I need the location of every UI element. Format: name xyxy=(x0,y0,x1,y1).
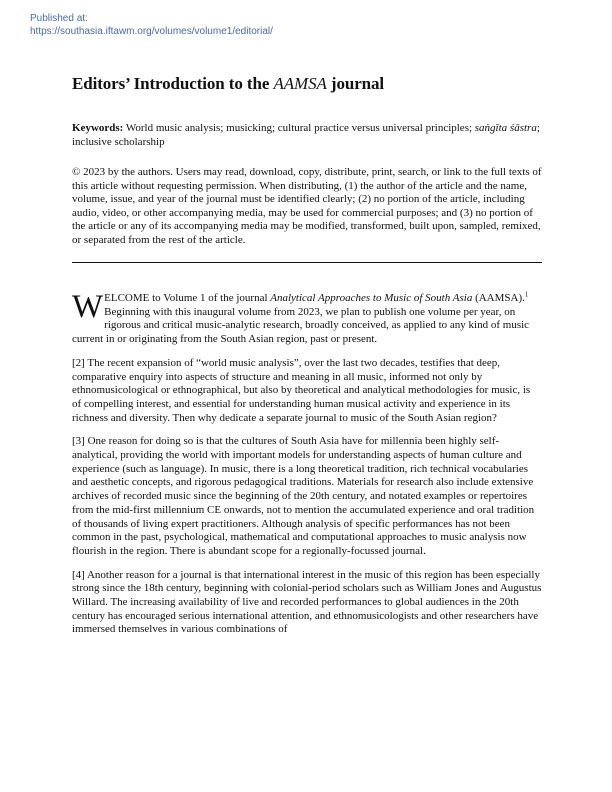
section-divider xyxy=(72,262,542,263)
paragraph-2: [2] The recent expansion of “world music analysis”, over the last two decades, testifies that deep, comparative enquiry into aspects of structure and meaning in all music, informed not only by ethnomusicological or ethnographical, but also by theoretical and analytical methodologies for music, is of compelling interest, and essential for understanding human musical activity and experience in its richness and diversity. Then why dedicate a separate journal to music of the South Asian region? xyxy=(72,356,531,424)
keywords-tail: ; inclusive scholarship xyxy=(72,122,540,148)
p1-text-c: Beginning with this inaugural volume from 2023, we plan to publish one volume per year, on rigorous and critical music-analytic research, broadly conceived, as applied to any kind of music current in or originating from the South Asian region, past or present. xyxy=(72,305,530,346)
published-label: Published at: xyxy=(30,13,88,24)
paragraph-3: [3] One reason for doing so is that the cultures of South Asia have for millennia been highly self-analytical, providing the world with important models for understanding aspects of human culture and experience (such as language). In music, there is a long theoretical tradition, rich technical vocabularies and aesthetic concepts, and rigorous pedagogical traditions. Materials for research also include extensive archives of recorded music since the beginning of the 20th century, and notated examples or repertoires from the mid-first millennium CE onwards, not to mention the accumulated experience and oral tradition of thousands of living expert practitioners. Although analysis of specific performances has not been common in the past, psychological, mathematical and computational approaches to music analysis now flourish in the region. There is abundant scope for a regionally-focussed journal. xyxy=(72,435,535,557)
keywords xyxy=(72,122,542,149)
article-title xyxy=(72,74,384,94)
paragraph-4: [4] Another reason for a journal is that international interest in the music of this region has been especially strong since the 18th century, beginning with colonial-period scholars such as William Jones and Augustus Willard. The increasing availability of live and recorded performances to global audiences in the 20th century has encouraged serious international attention, and ethnomusicologists and other researchers have immersed themselves in various combinations of xyxy=(72,568,542,636)
published-at-header xyxy=(30,13,273,38)
keywords-label: Keywords: xyxy=(72,122,124,134)
title-prefix: Editors’ Introduction to the xyxy=(72,74,274,93)
keywords-text: World music analysis; musicking; cultural practice versus universal principles; xyxy=(125,122,473,134)
article-body xyxy=(72,289,542,647)
published-url-link[interactable]: https://southasia.iftawm.org/volumes/volume1/editorial/ xyxy=(30,25,273,37)
drop-cap: W xyxy=(72,289,104,325)
journal-name-italic: Analytical Approaches to Music of South Asia xyxy=(270,292,473,304)
keywords-italic: saṅgīta śāstra xyxy=(474,122,537,134)
title-suffix: journal xyxy=(326,74,385,93)
title-journal-name: AAMSA xyxy=(273,74,327,93)
p1-text-a: ELCOME to Volume 1 of the journal xyxy=(104,292,271,304)
copyright-notice: © 2023 by the authors. Users may read, download, copy, distribute, print, search, or link to the full texts of this article without requesting permission. When distributing, (1) the author of the article and the name, volume, issue, and year of the journal must be identified clearly; (2) no portion of the article, including audio, video, or other accompanying media, may be used for commercial purposes; and (3) no portion of the article or any of its accompanying media may be modified, transformed, built upon, sampled, remixed, or separated from the rest of the article. xyxy=(72,166,542,246)
p1-text-b: (AAMSA). xyxy=(472,292,525,304)
footnote-ref-1[interactable]: 1 xyxy=(524,290,529,299)
paragraph-1 xyxy=(72,289,542,347)
